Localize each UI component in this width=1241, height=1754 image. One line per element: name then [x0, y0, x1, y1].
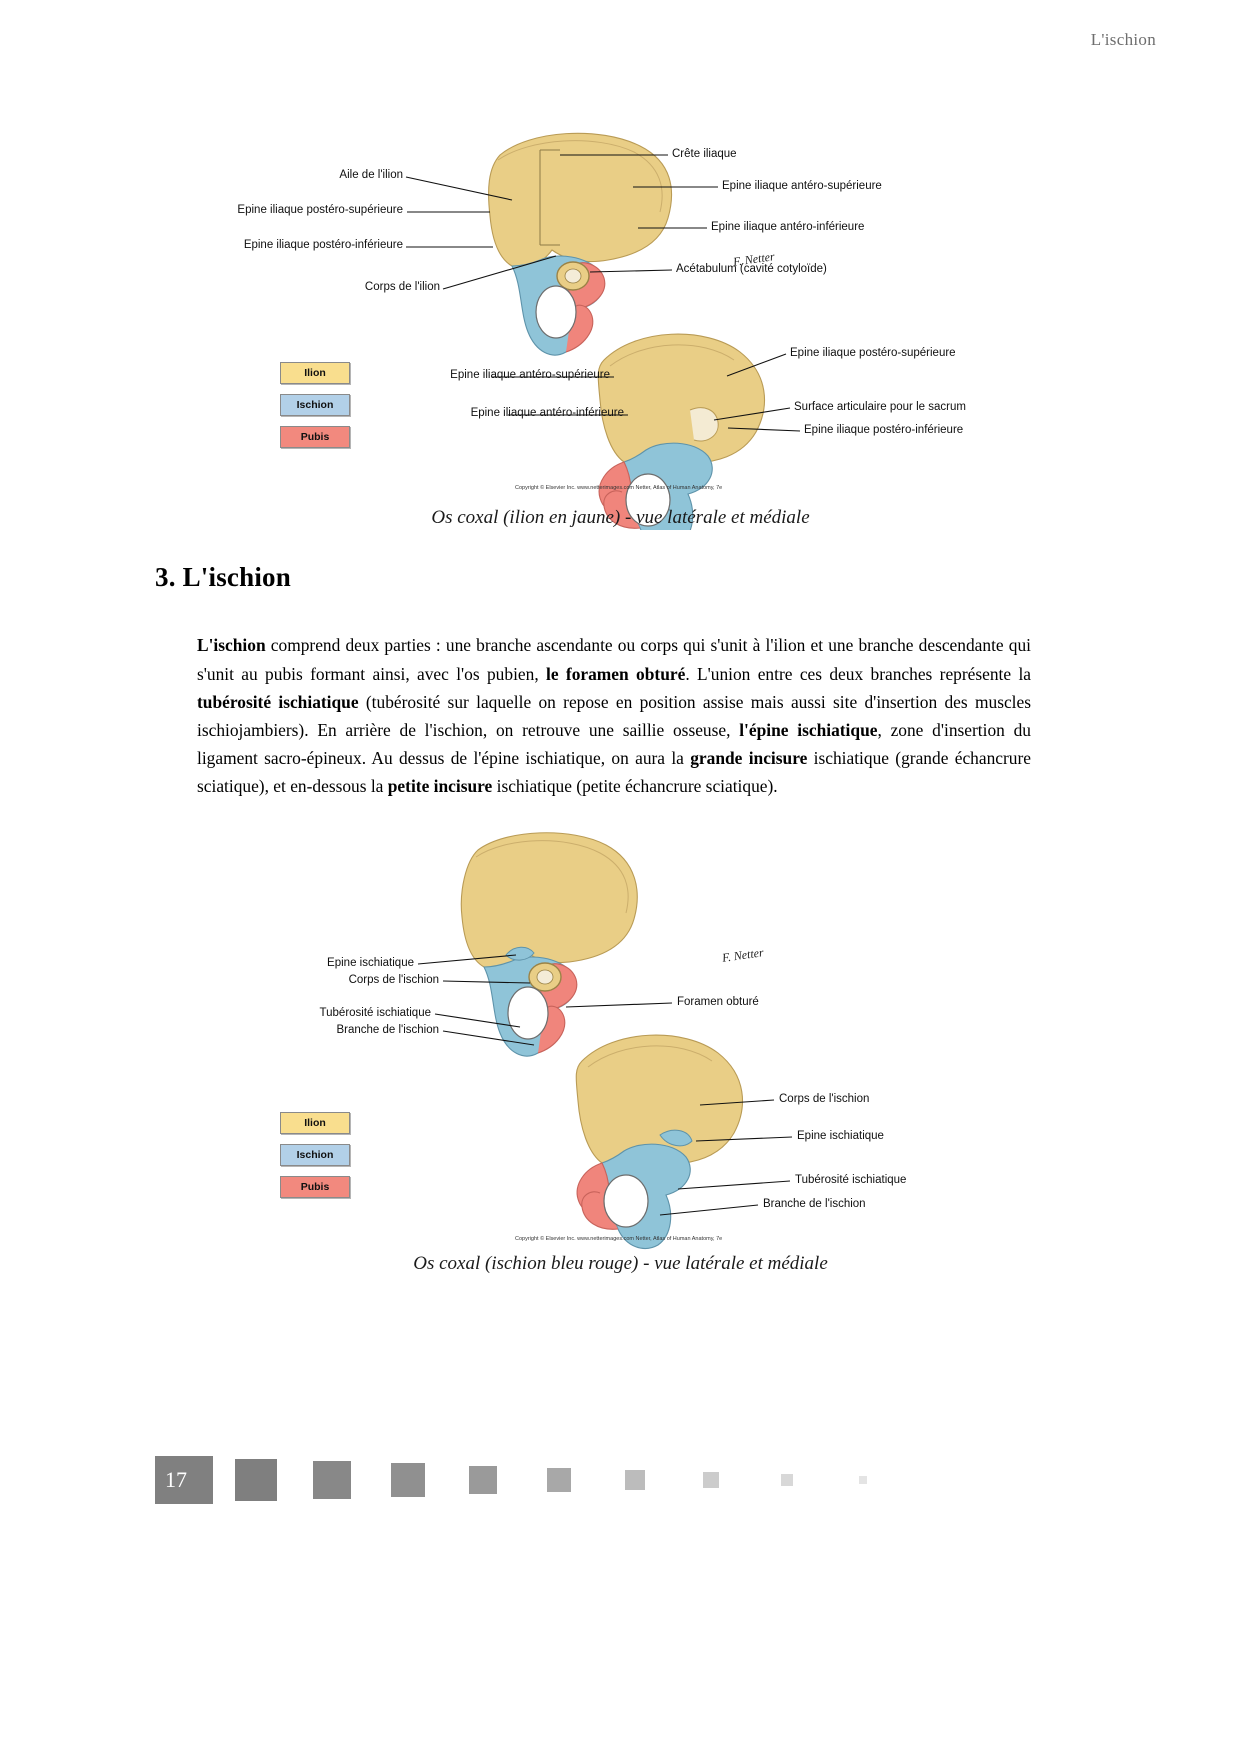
- fig1-copyright: Copyright © Elsevier Inc. www.netterimages.com Netter, Atlas of Human Anatomy, 7e: [515, 485, 723, 491]
- section-title: 3. L'ischion: [155, 562, 291, 592]
- footer-square-6: [625, 1470, 645, 1490]
- page-footer: [0, 1456, 1241, 1516]
- fig2-legend-chip-ilion: [280, 1112, 350, 1134]
- fig2-artist-signature: F. Netter: [721, 945, 765, 965]
- figure-os-coxal-ischion: [0, 815, 1241, 1295]
- figure1-illustration: [0, 60, 1241, 530]
- running-header: L'ischion: [1090, 30, 1156, 49]
- fig2-legend-chip-ischion: [280, 1144, 350, 1166]
- fig1-legend-chip-pubis: [280, 426, 350, 448]
- footer-square-3: [391, 1463, 425, 1497]
- fig2-label-corps-ischion: Corps de l'ischion: [348, 974, 439, 986]
- fig1-caption: Os coxal (ilion en jaune) - vue latérale et médiale: [431, 507, 810, 528]
- para-run-4: . L'union entre ces deux branches représente la: [685, 663, 1032, 684]
- fig1-label-eipi-medial: Epine iliaque postéro-inférieure: [804, 424, 964, 436]
- fig2-label-epine-ischiatique: Epine ischiatique: [327, 957, 414, 969]
- body-paragraph: [197, 631, 1031, 800]
- fig2-label-tuberosite-ischiatique: Tubérosité ischiatique: [319, 1007, 431, 1019]
- fig1-legend-chip-ischion: [280, 394, 350, 416]
- para-run-2: comprend deux parties : une branche ascendante ou corps qui s'unit à l'ilion et une branche descendante qui s'unit au pubis formant ainsi, avec l'os pubien,: [197, 635, 1031, 684]
- para-run-6: (tubérosité sur laquelle on repose en position assise mais aussi site d'insertion des muscles ischiojambiers). En arrière de l'ischion, on retrouve une saillie osseuse,: [197, 691, 1031, 740]
- fig1-color-legend: [280, 362, 350, 458]
- term-petite-incisure: petite incisure: [387, 776, 493, 797]
- fig1-legend-label-ischion: Ischion: [296, 399, 334, 411]
- footer-square-8: [781, 1474, 793, 1486]
- fig1-label-eipi: Epine iliaque postéro-inférieure: [243, 239, 403, 251]
- fig1-label-eias-medial: Epine iliaque antéro-supérieure: [450, 369, 610, 381]
- fig1-legend-label-ilion: Ilion: [304, 367, 326, 379]
- fig2-legend-chip-pubis: [280, 1176, 350, 1198]
- fig1-artist-signature: F. Netter: [732, 249, 776, 269]
- fig1-label-eiai: Epine iliaque antéro-inférieure: [711, 221, 865, 233]
- fig2-label-tuberosite-medial: Tubérosité ischiatique: [795, 1174, 907, 1186]
- para-run-10: ischiatique (grande échancrure sciatique), et en-dessous la: [197, 748, 1031, 797]
- fig1-label-eips: Epine iliaque postéro-supérieure: [237, 204, 403, 216]
- fig2-label-epine-ischiatique-medial: Epine ischiatique: [797, 1130, 884, 1142]
- term-lischion: L'ischion: [197, 635, 266, 656]
- fig1-label-aile-de-lilion: Aile de l'ilion: [339, 169, 403, 181]
- fig1-label-eiai-medial: Epine iliaque antéro-inférieure: [470, 407, 624, 419]
- term-tuberosite-ischiatique: tubérosité ischiatique: [197, 691, 359, 712]
- fig2-caption: Os coxal (ischion bleu rouge) - vue latérale et médiale: [413, 1253, 828, 1274]
- footer-square-2: [313, 1461, 351, 1499]
- fig1-label-crete-iliaque: Crête iliaque: [672, 148, 737, 160]
- fig1-label-acetabulum: Acétabulum (cavité cotyloïde): [676, 263, 827, 275]
- term-epine-ischiatique: l'épine ischiatique: [739, 719, 878, 740]
- fig1-legend-chip-ilion: [280, 362, 350, 384]
- fig2-label-foramen-obture: Foramen obturé: [677, 996, 759, 1008]
- fig1-legend-label-pubis: Pubis: [300, 431, 330, 443]
- fig2-label-corps-ischion-medial: Corps de l'ischion: [779, 1093, 870, 1105]
- term-grande-incisure: grande incisure: [690, 748, 808, 769]
- figure-os-coxal-ilion: [0, 60, 1241, 540]
- fig2-label-branche-ischion: Branche de l'ischion: [336, 1024, 439, 1036]
- figure2-illustration: [0, 815, 1241, 1255]
- footer-square-7: [703, 1472, 719, 1488]
- fig2-color-legend: [280, 1112, 350, 1208]
- footer-square-9: [859, 1476, 867, 1484]
- footer-square-5: [547, 1468, 571, 1492]
- page-number: 17: [155, 1456, 213, 1504]
- fig1-label-eias: Epine iliaque antéro-supérieure: [722, 180, 882, 192]
- para-run-8: , zone d'insertion du ligament sacro-épineux. Au dessus de l'épine ischiatique, on aura la: [197, 719, 1031, 769]
- fig2-copyright: Copyright © Elsevier Inc. www.netterimages.com Netter, Atlas of Human Anatomy, 7e: [515, 1236, 723, 1242]
- footer-square-4: [469, 1466, 497, 1494]
- fig2-legend-label-ischion: Ischion: [296, 1149, 334, 1161]
- fig2-label-branche-medial: Branche de l'ischion: [763, 1198, 866, 1210]
- term-foramen-obture: le foramen obturé: [546, 663, 686, 684]
- fig1-label-eips-medial: Epine iliaque postéro-supérieure: [790, 347, 956, 359]
- footer-square-1: [235, 1459, 277, 1501]
- fig2-legend-label-ilion: Ilion: [304, 1117, 326, 1129]
- fig1-label-surface-sacrum: Surface articulaire pour le sacrum: [794, 401, 966, 413]
- para-run-12: ischiatique (petite échancrure sciatique).: [492, 776, 778, 797]
- fig2-legend-label-pubis: Pubis: [300, 1181, 330, 1193]
- fig1-label-corps-de-lilion: Corps de l'ilion: [364, 281, 440, 293]
